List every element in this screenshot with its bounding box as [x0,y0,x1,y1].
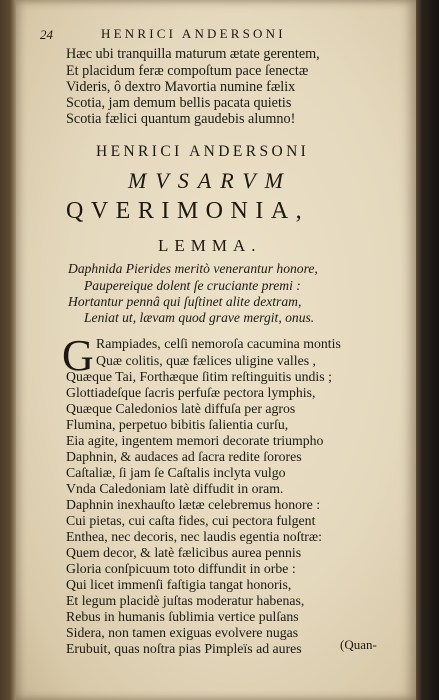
drop-cap-initial: G [62,331,94,380]
poem-line: Cui pietas, cui caſta fides, cui pectora fulgent [66,513,316,528]
title-querimonia: QVERIMONIA, [66,198,310,224]
poem-line: Quæque Caledonios latè diffuſa per agros [66,401,296,416]
poem-line: Glottiadeſque ſacris perfuſæ pectora lymphis, [66,385,316,400]
poem-line: Eia agite, ingentem memori decorate triumpho [66,433,324,448]
poem-line: Quæ colitis, quæ fælices uligine valles , [96,353,316,368]
title-lemma: LEMMA. [158,236,262,255]
poem-line: Flumina, perpetuo bibitis ſalientia curſu, [66,417,289,432]
poem-line: Quæque Tai, Forthæque ſitim reſtinguitis undis ; [66,369,332,384]
title-author: HENRICI ANDERSONI [96,143,310,160]
poem-line: Qui licet immenſi faſtigia tangat honoris, [66,577,292,592]
verse-line: Et placidum feræ compoſtum pace ſenectæ [66,63,309,79]
page-number: 24 [40,27,53,42]
verse-line: Scotia fælici quantum gaudebis alumno! [66,111,296,127]
book-binding-edge [416,0,439,700]
poem-line: Quem decor, & latè fælicibus aurea pennis [66,545,302,560]
title-musarum: MVSARVM [128,168,293,193]
poem-line: Gloria conſpicuum toto diffundit in orbe : [66,561,296,576]
poem-line: Sidera, non tamen exiguas evolvere nugas [66,625,299,640]
poem-line: Rampiades, celſi nemoroſa cacumina montis [96,336,341,351]
running-title: HENRICI ANDERSONI [101,26,286,41]
verse-line: Hæc ubi tranquilla maturum ætate gerentem, [66,46,320,62]
lemma-line: Hortantur pennâ qui ſuſtinet alite dextram, [68,294,302,309]
poem-line: Rebus in humanis ſublimia vertice pulſans [66,609,299,624]
poem-line: Erubuit, quas noſtra pias Pimpleïs ad aures [66,641,302,656]
poem-line: Caſtaliæ, ſi jam ſe Caſtalis inclyta vulgo [66,465,286,480]
poem-line: Enthea, nec decoris, nec laudis egentia noſtræ: [66,529,322,544]
poem-line: Et legum placidè juſtas moderatur habenas, [66,593,305,608]
lemma-line: Paupereique dolent ſe cruciante premi : [84,278,301,293]
verse-line: Videris, ô dextro Mavortia numine fælix [66,79,296,95]
catchword: (Quan- [340,637,377,652]
poem-line: Vnda Caledoniam latè diffudit in oram. [66,481,284,496]
verse-line: Scotia, jam demum bellis pacata quietis [66,95,292,111]
lemma-line: Leniat ut, lævam quod grave mergit, onus. [84,310,315,325]
poem-line: Daphnin, & audaces ad ſacra redite ſorores [66,449,302,464]
lemma-line: Daphnida Pierides meritò venerantur honore, [68,261,318,276]
poem-line: Daphnin inexhauſto lætæ celebremus honore : [66,497,321,512]
